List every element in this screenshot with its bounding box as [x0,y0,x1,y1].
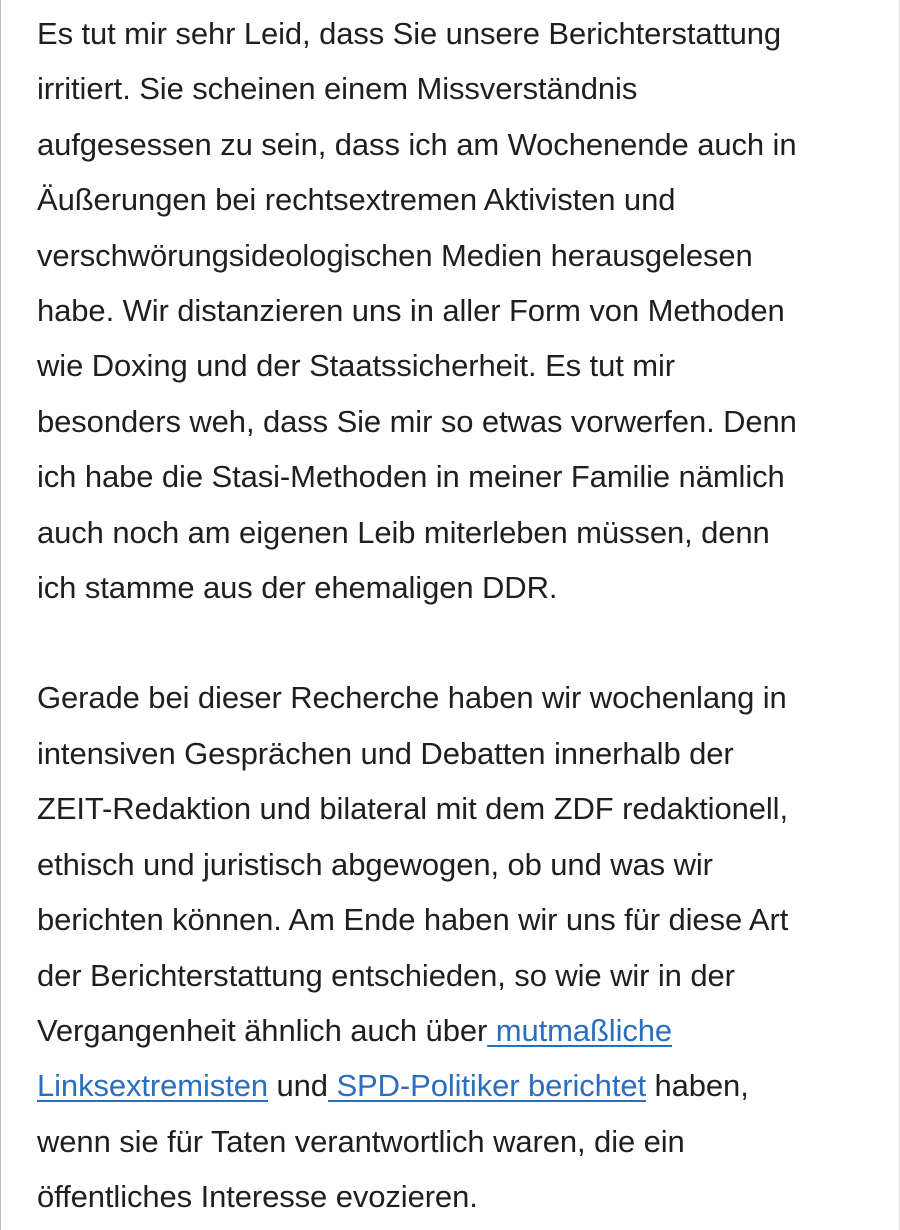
text-line: der Berichterstattung entschieden, so wie wir in der [37,957,735,993]
text-line: auch noch am eigenen Leib miterleben müssen, denn [37,514,770,550]
text-line: ZEIT-Redaktion und bilateral mit dem ZDF redaktionell, [37,791,788,827]
text-segment: haben, [645,1068,749,1104]
text-line: habe. Wir distanzieren uns in aller Form von Methoden [37,293,785,329]
text-line: berichten können. Am Ende haben wir uns für diese Art [37,902,789,938]
article-body [37,6,887,1225]
text-segment: und [268,1068,328,1104]
text-line: besonders weh, dass Sie mir so etwas vorwerfen. Denn [37,403,797,439]
text-line: wenn sie für Taten verantwortlich waren, die ein [37,1123,685,1159]
text-line: ich stamme aus der ehemaligen DDR. [37,570,558,606]
text-line-with-links [37,1058,887,1113]
text-line: Gerade bei dieser Recherche haben wir wochenlang in [37,680,787,716]
text-line: wie Doxing und der Staatssicherheit. Es tut mir [37,348,675,384]
link-linksextremisten[interactable]: Linksextremisten [37,1068,268,1104]
text-line: ich habe die Stasi-Methoden in meiner Familie nämlich [37,459,785,495]
text-segment: Vergangenheit ähnlich auch über [37,1012,488,1048]
link-mutmassliche-linksextremisten[interactable]: mutmaßliche [487,1012,673,1048]
text-line: aufgesessen zu sein, dass ich am Wochenende auch in [37,126,797,162]
text-line: intensiven Gesprächen und Debatten innerhalb der [37,735,734,771]
text-line: irritiert. Sie scheinen einem Missverständnis [37,71,638,107]
text-line: Äußerungen bei rechtsextremen Aktivisten und [37,182,676,218]
text-line: ethisch und juristisch abgewogen, ob und was wir [37,846,713,882]
text-line-with-link [37,1003,887,1058]
text-line: öffentliches Interesse evozieren. [37,1179,478,1215]
page-left-border [0,0,1,1230]
text-line: Es tut mir sehr Leid, dass Sie unsere Berichterstattung [37,16,782,51]
link-spd-politiker-berichtet[interactable]: SPD-Politiker berichtet [327,1068,646,1104]
paragraph-1 [37,6,887,615]
text-line: verschwörungsideologischen Medien herausgelesen [37,237,753,273]
paragraph-2 [37,670,887,1224]
